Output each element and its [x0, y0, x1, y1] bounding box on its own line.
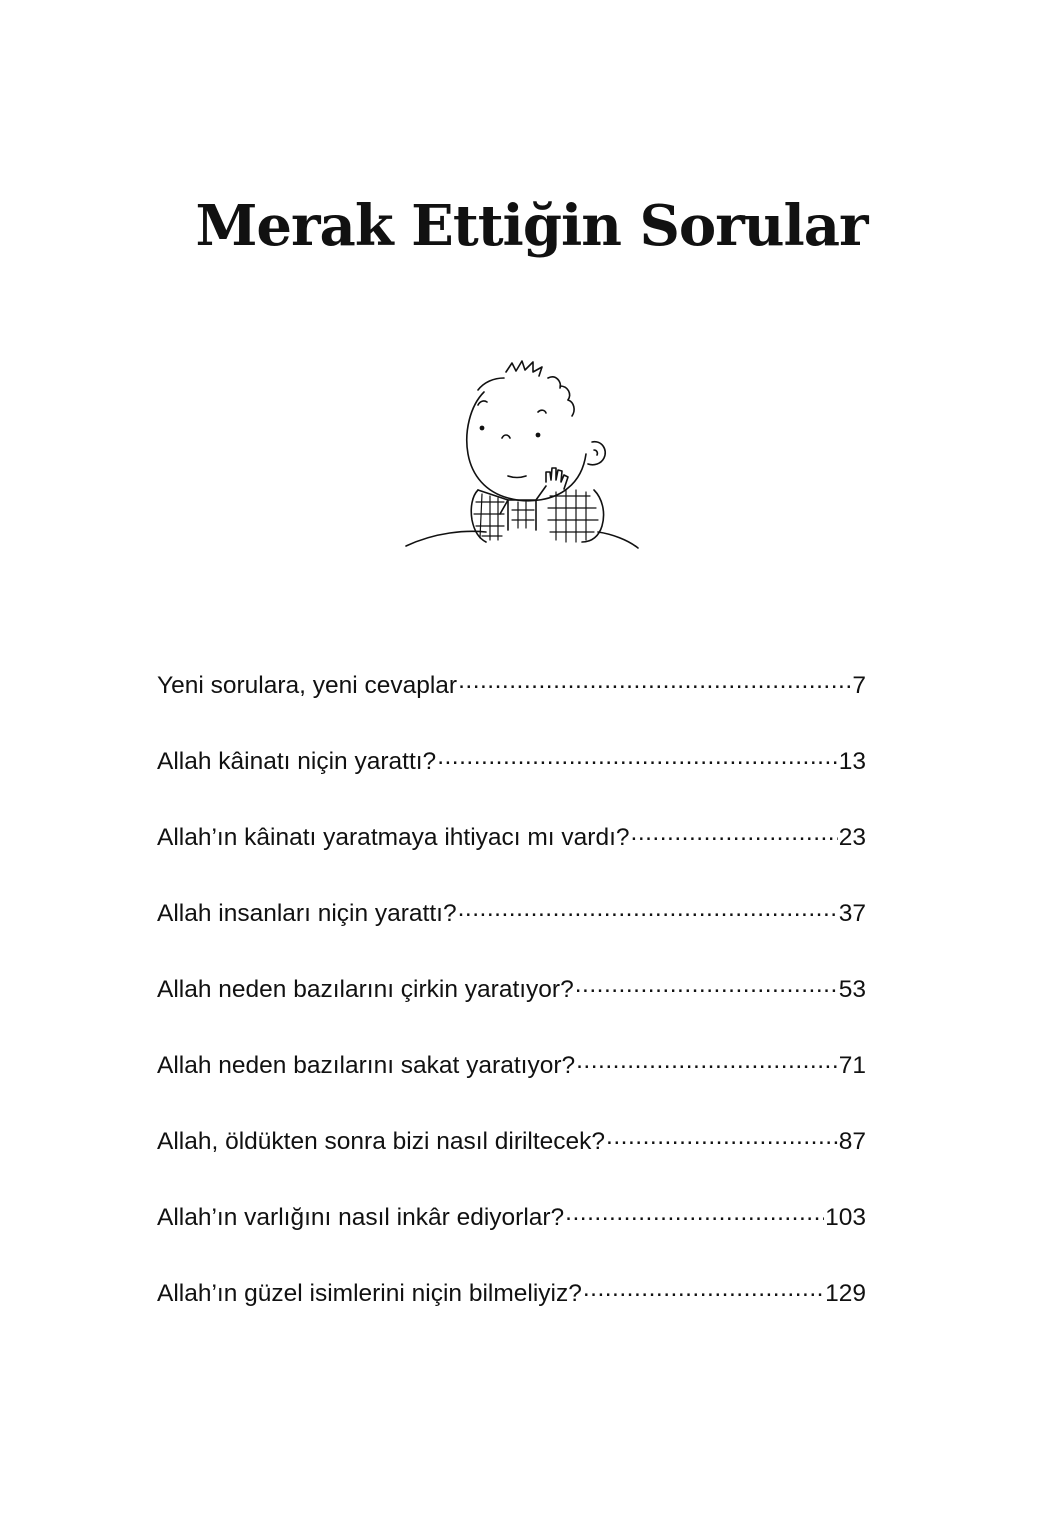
- toc-dot-leader: [565, 1201, 824, 1226]
- toc-entry[interactable]: [157, 964, 866, 1040]
- toc-entry-page: 37: [838, 900, 866, 927]
- toc-entry[interactable]: [157, 1116, 866, 1192]
- toc-entry-title: Allah’ın varlığını nasıl inkâr ediyorlar?: [157, 1204, 565, 1231]
- toc-entry-title: Yeni sorulara, yeni cevaplar: [157, 672, 458, 699]
- toc-entry[interactable]: [157, 660, 866, 736]
- toc-dot-leader: [575, 973, 838, 998]
- toc-entry[interactable]: [157, 736, 866, 812]
- toc-dot-leader: [458, 669, 851, 694]
- toc-entry-page: 71: [838, 1052, 866, 1079]
- toc-entry[interactable]: [157, 1040, 866, 1116]
- toc-entry-title: Allah kâinatı niçin yarattı?: [157, 748, 437, 775]
- toc-entry-page: 103: [825, 1204, 866, 1231]
- toc-entry-title: Allah’ın güzel isimlerini niçin bilmeliyiz?: [157, 1280, 582, 1307]
- toc-dot-leader: [606, 1125, 838, 1150]
- toc-dot-leader: [437, 745, 838, 770]
- table-of-contents: [157, 660, 866, 1344]
- toc-dot-leader: [583, 1277, 824, 1302]
- toc-entry-page: 23: [838, 824, 866, 851]
- page-title: Merak Ettiğin Sorular: [195, 193, 868, 259]
- toc-entry[interactable]: [157, 812, 866, 888]
- toc-entry[interactable]: [157, 1192, 866, 1268]
- toc-entry-title: Allah, öldükten sonra bizi nasıl diriltecek?: [157, 1128, 606, 1155]
- toc-entry[interactable]: [157, 888, 866, 964]
- toc-entry-page: 53: [838, 976, 866, 1003]
- toc-entry-page: 87: [838, 1128, 866, 1155]
- toc-entry-page: 7: [852, 672, 866, 699]
- toc-entry-title: Allah’ın kâinatı yaratmaya ihtiyacı mı vardı?: [157, 824, 630, 851]
- toc-entry-title: Allah neden bazılarını sakat yaratıyor?: [157, 1052, 576, 1079]
- toc-entry-page: 13: [838, 748, 866, 775]
- thinking-child-icon: [398, 350, 648, 560]
- toc-entry[interactable]: [157, 1268, 866, 1344]
- toc-dot-leader: [458, 897, 838, 922]
- toc-entry-title: Allah neden bazılarını çirkin yaratıyor?: [157, 976, 574, 1003]
- toc-dot-leader: [576, 1049, 838, 1074]
- toc-entry-page: 129: [825, 1280, 866, 1307]
- toc-entry-title: Allah insanları niçin yarattı?: [157, 900, 457, 927]
- toc-dot-leader: [631, 821, 838, 846]
